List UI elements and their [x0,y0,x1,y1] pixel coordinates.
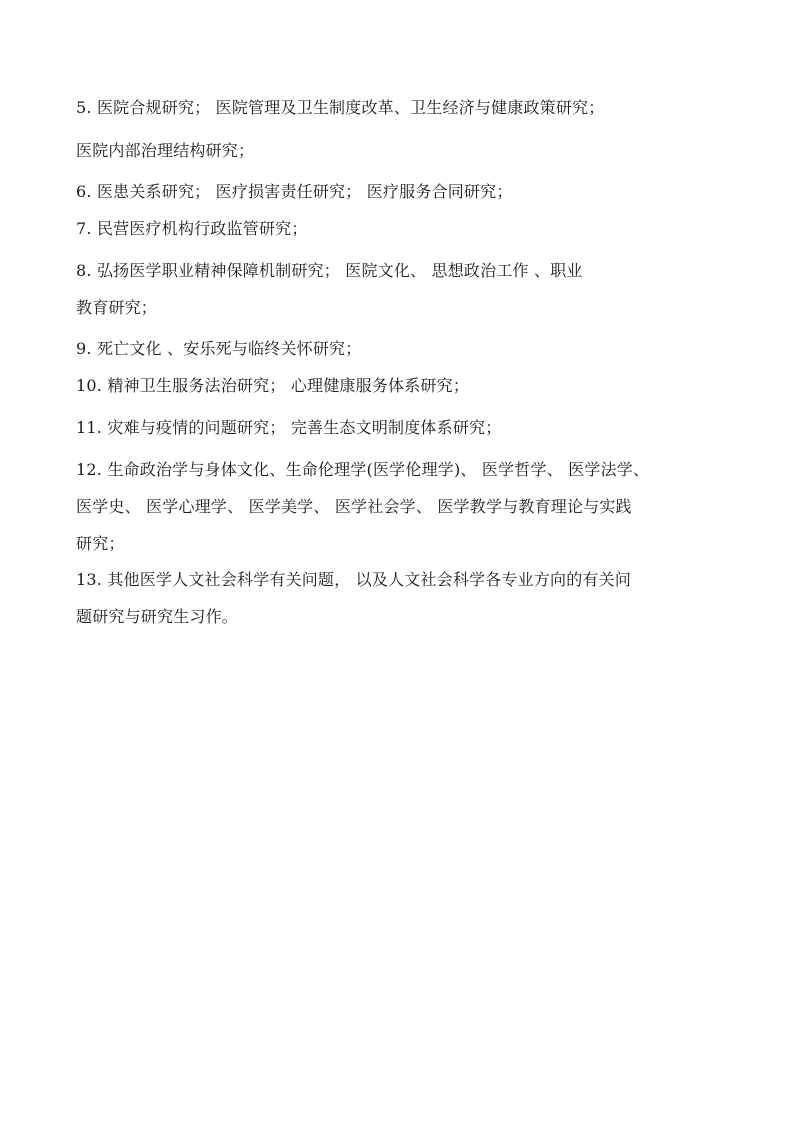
text-line-item-6: 6. 医患关系研究； 医疗损害责任研究； 医疗服务合同研究； [76,182,513,201]
text-line-item-11: 11. 灾难与疫情的问题研究； 完善生态文明制度体系研究； [76,418,502,437]
text-line-item-10: 10. 精神卫生服务法治研究； 心理健康服务体系研究； [76,376,470,395]
text-line-item-12-cont2: 研究； [76,534,125,553]
text-line-item-5-cont: 医院内部治理结构研究； [76,141,255,160]
text-line-item-5: 5. 医院合规研究； 医院管理及卫生制度改革、卫生经济与健康政策研究； [76,98,605,117]
text-line-item-12-cont: 医学史、 医学心理学、 医学美学、 医学社会学、 医学教学与教育理论与实践 [76,497,632,516]
text-line-item-9: 9. 死亡文化 、安乐死与临终关怀研究； [76,339,362,358]
text-line-item-13-cont: 题研究与研究生习作。 [76,607,239,626]
text-line-item-8-cont: 教育研究； [76,298,158,317]
text-line-item-8: 8. 弘扬医学职业精神保障机制研究； 医院文化、 思想政治工作 、职业 [76,261,583,280]
text-line-item-12: 12. 生命政治学与身体文化、生命伦理学(医学伦理学)、 医学哲学、 医学法学、 [76,460,650,479]
text-line-item-13: 13. 其他医学人文社会科学有关问题， 以及人文社会科学各专业方向的有关问 [76,570,632,589]
text-line-item-7: 7. 民营医疗机构行政监管研究； [76,219,308,238]
